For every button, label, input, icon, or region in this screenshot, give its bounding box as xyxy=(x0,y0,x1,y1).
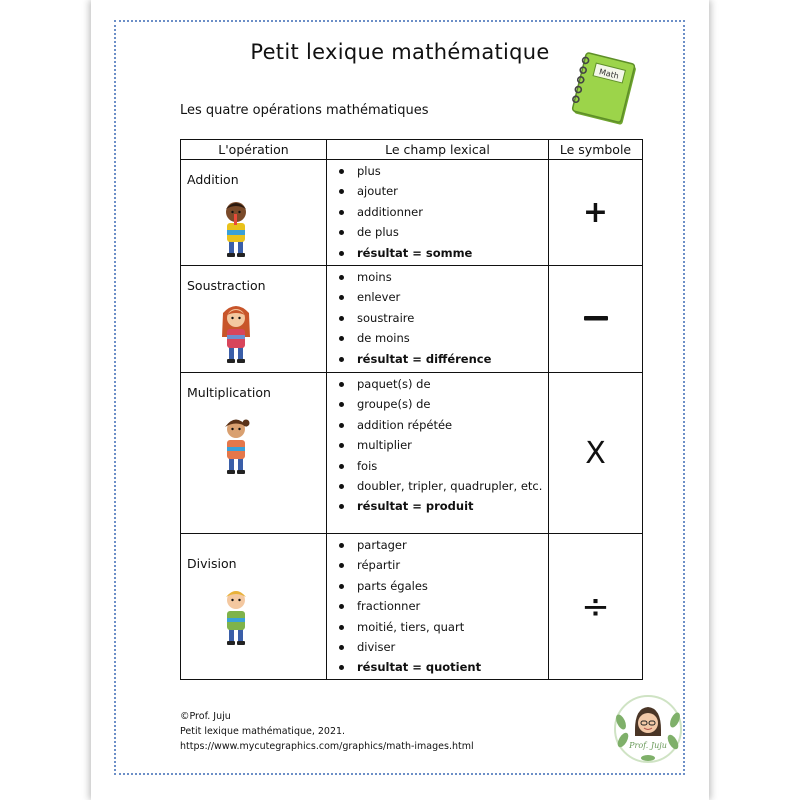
symbol-cell xyxy=(549,534,643,680)
terms-list xyxy=(335,377,544,514)
header-operation: L'opération xyxy=(181,140,327,160)
girl-icon xyxy=(221,414,251,474)
table-header-row xyxy=(181,140,643,160)
notebook-label: Math xyxy=(598,67,620,81)
list-item: multiplier xyxy=(335,438,544,453)
minus-symbol xyxy=(583,313,609,323)
operation-cell xyxy=(181,534,327,680)
plus-symbol: + xyxy=(582,195,609,230)
table-row-subtraction xyxy=(181,266,643,373)
badge-label: Prof. Juju xyxy=(629,741,667,750)
page-title: Petit lexique mathématique xyxy=(250,40,550,64)
operation-name: Multiplication xyxy=(187,385,271,400)
terms-list xyxy=(335,270,544,367)
list-item: ajouter xyxy=(335,184,544,199)
operation-name: Division xyxy=(187,556,237,571)
credits xyxy=(180,709,474,754)
operation-cell xyxy=(181,160,327,266)
list-item: addition répétée xyxy=(335,418,544,433)
terms-cell xyxy=(327,160,549,266)
lexicon-table xyxy=(180,139,643,680)
list-item: additionner xyxy=(335,205,544,220)
girl-icon xyxy=(221,303,251,363)
list-item: de plus xyxy=(335,225,544,240)
operation-name: Addition xyxy=(187,172,239,187)
credit-url: https://www.mycutegraphics.com/graphics/math-images.html xyxy=(180,741,474,752)
terms-cell xyxy=(327,266,549,373)
result-item: résultat = différence xyxy=(335,352,544,367)
author-badge-avatar xyxy=(611,692,685,766)
boy-icon xyxy=(221,197,251,257)
operation-cell xyxy=(181,266,327,373)
symbol-cell xyxy=(549,373,643,534)
list-item: groupe(s) de xyxy=(335,397,544,412)
terms-list xyxy=(335,538,544,675)
divide-symbol: ÷ xyxy=(581,586,610,627)
symbol-cell xyxy=(549,266,643,373)
table-row-addition xyxy=(181,160,643,266)
table-row-division xyxy=(181,534,643,680)
times-symbol: X xyxy=(585,435,606,471)
list-item: fractionner xyxy=(335,599,544,614)
operation-cell xyxy=(181,373,327,534)
terms-cell xyxy=(327,373,549,534)
list-item: soustraire xyxy=(335,311,544,326)
credit-author: ©Prof. Juju xyxy=(180,711,231,722)
list-item: de moins xyxy=(335,331,544,346)
credit-document: Petit lexique mathématique, 2021. xyxy=(180,726,346,737)
list-item: partager xyxy=(335,538,544,553)
symbol-cell xyxy=(549,160,643,266)
list-item: diviser xyxy=(335,640,544,655)
terms-list xyxy=(335,164,544,261)
header-symbol: Le symbole xyxy=(549,140,643,160)
list-item: doubler, tripler, quadrupler, etc. xyxy=(335,479,544,494)
result-item: résultat = quotient xyxy=(335,660,544,675)
operation-name: Soustraction xyxy=(187,278,266,293)
list-item: enlever xyxy=(335,290,544,305)
header-lexical-field: Le champ lexical xyxy=(327,140,549,160)
list-item: fois xyxy=(335,459,544,474)
result-item: résultat = produit xyxy=(335,499,544,514)
list-item: plus xyxy=(335,164,544,179)
boy-icon xyxy=(221,585,251,645)
list-item: moins xyxy=(335,270,544,285)
terms-cell xyxy=(327,534,549,680)
section-subtitle: Les quatre opérations mathématiques xyxy=(180,103,429,118)
list-item: paquet(s) de xyxy=(335,377,544,392)
list-item: parts égales xyxy=(335,579,544,594)
notebook-icon xyxy=(568,50,642,130)
list-item: répartir xyxy=(335,558,544,573)
result-item: résultat = somme xyxy=(335,246,544,261)
list-item: moitié, tiers, quart xyxy=(335,620,544,635)
table-row-multiplication xyxy=(181,373,643,534)
